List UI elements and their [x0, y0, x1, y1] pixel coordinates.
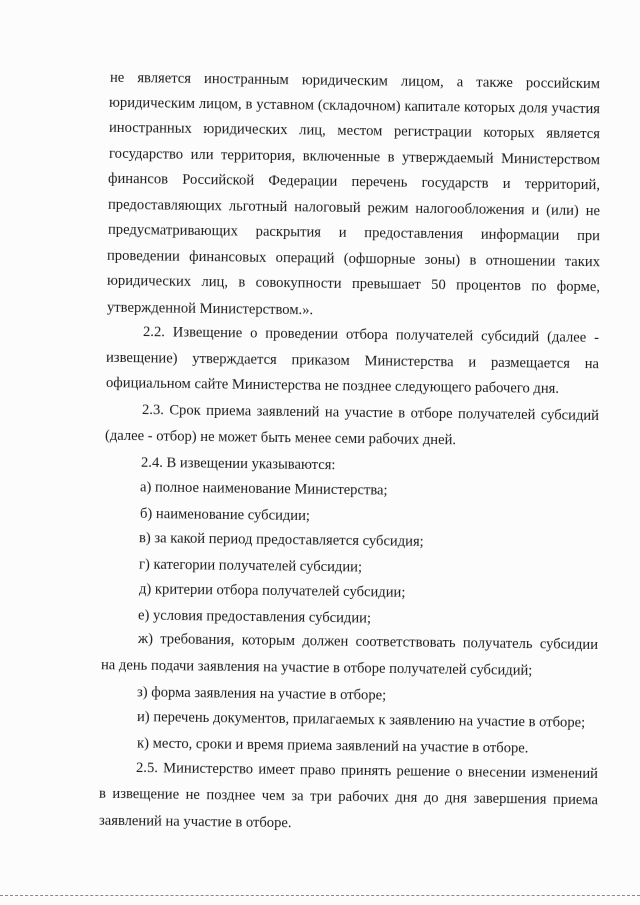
text-line: проведении финансовых операций (офшорные зоны) в отношении таких: [106, 247, 601, 271]
text-line: финансов Российской Федерации перечень государств и территорий,: [107, 170, 601, 194]
text-line: 2.3. Срок приема заявлений на участие в отборе получателей субсидий: [141, 402, 600, 424]
text-line: юридическим лицом, в уставном (складочном) капитале которых доля участия: [108, 94, 601, 118]
list-item: к) место, сроки и время приема заявлений на участие в отборе.: [136, 735, 529, 757]
text-line: утвержденной Министерством.».: [106, 299, 314, 319]
list-item: е) условия предоставления субсидии;: [137, 607, 372, 627]
text-line: 2.4. В извещении указываются:: [140, 454, 336, 474]
text-line: юридических лиц, в совокупности превышает 50 процентов по форме,: [106, 272, 601, 296]
text-line: (далее - отбор) не может быть менее семи рабочих дней.: [104, 427, 457, 449]
list-item: а) полное наименование Министерства;: [139, 479, 388, 499]
text-line: не является иностранным юридическим лицом, а также российским: [109, 69, 601, 93]
list-item: б) наименование субсидии;: [139, 505, 311, 525]
text-line: извещение) утверждается приказом Министерства и размещается на: [105, 349, 600, 373]
text-line: иностранных юридических лиц, местом регистрации которых является: [108, 119, 601, 143]
list-item: ж) требования, которым должен соответствовать получатель субсидии: [137, 630, 599, 654]
list-item: з) форма заявления на участие в отборе;: [136, 684, 387, 704]
text-line: государство или территория, включенные в утверждаемый Министерством: [108, 145, 601, 169]
list-item: г) категории получателей субсидии;: [138, 556, 363, 576]
list-item: в) за какой период предоставляется субсидия;: [138, 530, 424, 550]
text-line: предусматривающих раскрытия и предоставления информации при: [107, 221, 601, 245]
text-line: заявлений на участие в отборе.: [98, 812, 292, 832]
text-line: в извещение не позднее чем за три рабочих дня до дня завершения приема: [98, 785, 599, 809]
text-line: предоставляющих льготный налоговый режим налогообложения и (или) не: [107, 196, 601, 220]
text-line: 2.2. Извещение о проведении отбора получателей субсидий (далее -: [142, 324, 600, 346]
list-item: и) перечень документов, прилагаемых к заявлению на участие в отборе;: [136, 709, 586, 731]
list-item: д) критерии отбора получателей субсидии;: [138, 581, 406, 601]
list-item: на день подачи заявления на участие в отборе получателей субсидий;: [100, 657, 533, 679]
scan-edge-line: [0, 895, 640, 896]
text-line: 2.5. Министерство имеет право принять решение о внесении изменений: [135, 759, 599, 783]
text-line: официальном сайте Министерства не позднее следующего рабочего дня.: [105, 375, 560, 397]
